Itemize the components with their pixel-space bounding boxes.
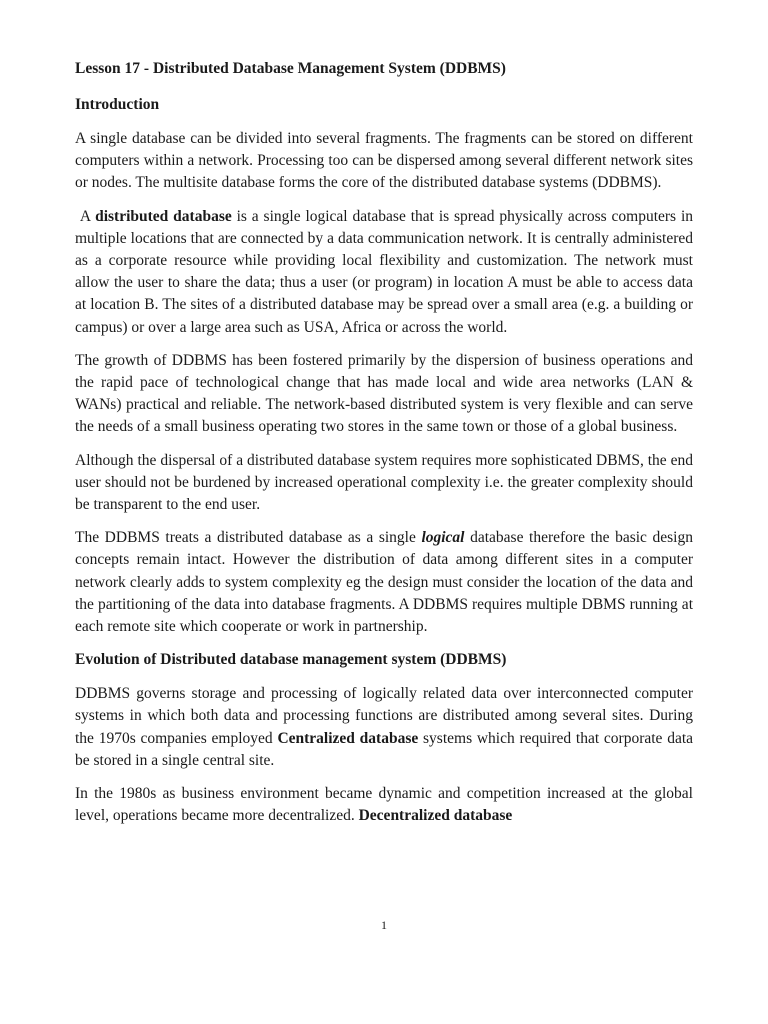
paragraph-5-rest: database therefore the basic design concepts remain intact. However the distribution of data among different sites in a computer network clearly adds to system complexity eg the design must consider the location of the data and the partitioning of the data into database fragments. A DDBMS requires multiple DBMS running at each remote site which cooperate or work in partnership. — [75, 529, 693, 636]
paragraph-5 — [75, 527, 693, 638]
term-logical: logical — [421, 529, 465, 547]
paragraph-7 — [75, 783, 693, 827]
paragraph-2-rest: is a single logical database that is spread physically across computers in multiple locations that are connected by a data communication network. It is centrally administered as a corporate resource while providing local flexibility and customization. The network must allow the user to share the data; thus a user (or program) in location A must be able to access data at location B. The sites of a distributed database may be spread over a small area (e.g. a building or campus) or over a large area such as USA, Africa or across the world. — [75, 207, 694, 336]
paragraph-6-lead: DDBMS governs storage and processing of logically related data over interconnected computer systems in which both data and processing functions are distributed among several sites. During the 1970s companies employed — [75, 685, 693, 747]
paragraph-4: Although the dispersal of a distributed database system requires more sophisticated DBMS, the end user should not be burdened by increased operational complexity i.e. the greater complexity should be transparent to the end user. — [75, 451, 693, 514]
term-distributed-database: distributed database — [95, 207, 232, 225]
page-number: 1 — [381, 918, 387, 932]
document-page — [75, 58, 693, 838]
paragraph-6 — [75, 683, 693, 772]
term-centralized-database: Centralized database — [277, 729, 419, 747]
paragraph-7-lead: In the 1980s as business environment became dynamic and competition increased at the global level, operations became more decentralized. — [75, 785, 693, 825]
document-title: Lesson 17 - Distributed Database Management System (DDBMS) — [75, 60, 506, 77]
paragraph-1: A single database can be divided into several fragments. The fragments can be stored on different computers within a network. Processing too can be dispersed among several different network sites or nodes. The multisite database forms the core of the distributed database systems (DDBMS). — [75, 130, 693, 192]
section-heading-introduction: Introduction — [75, 96, 160, 113]
term-decentralized-database: Decentralized database — [358, 807, 513, 825]
paragraph-6-rest: systems which required that corporate data be stored in a single central site. — [75, 729, 694, 769]
paragraph-2 — [75, 206, 693, 339]
paragraph-3: The growth of DDBMS has been fostered primarily by the dispersion of business operations and the rapid pace of technological change that has made local and wide area networks (LAN & WANs) practical and reliable. The network-based distributed system is very flexible and can serve the needs of a small business operating two stores in the same town or those of a global business. — [75, 351, 693, 436]
section-heading-evolution: Evolution of Distributed database management system (DDBMS) — [75, 651, 507, 669]
paragraph-5-lead: The DDBMS treats a distributed database as a single — [75, 529, 422, 547]
paragraph-2-lead: A — [79, 207, 96, 225]
